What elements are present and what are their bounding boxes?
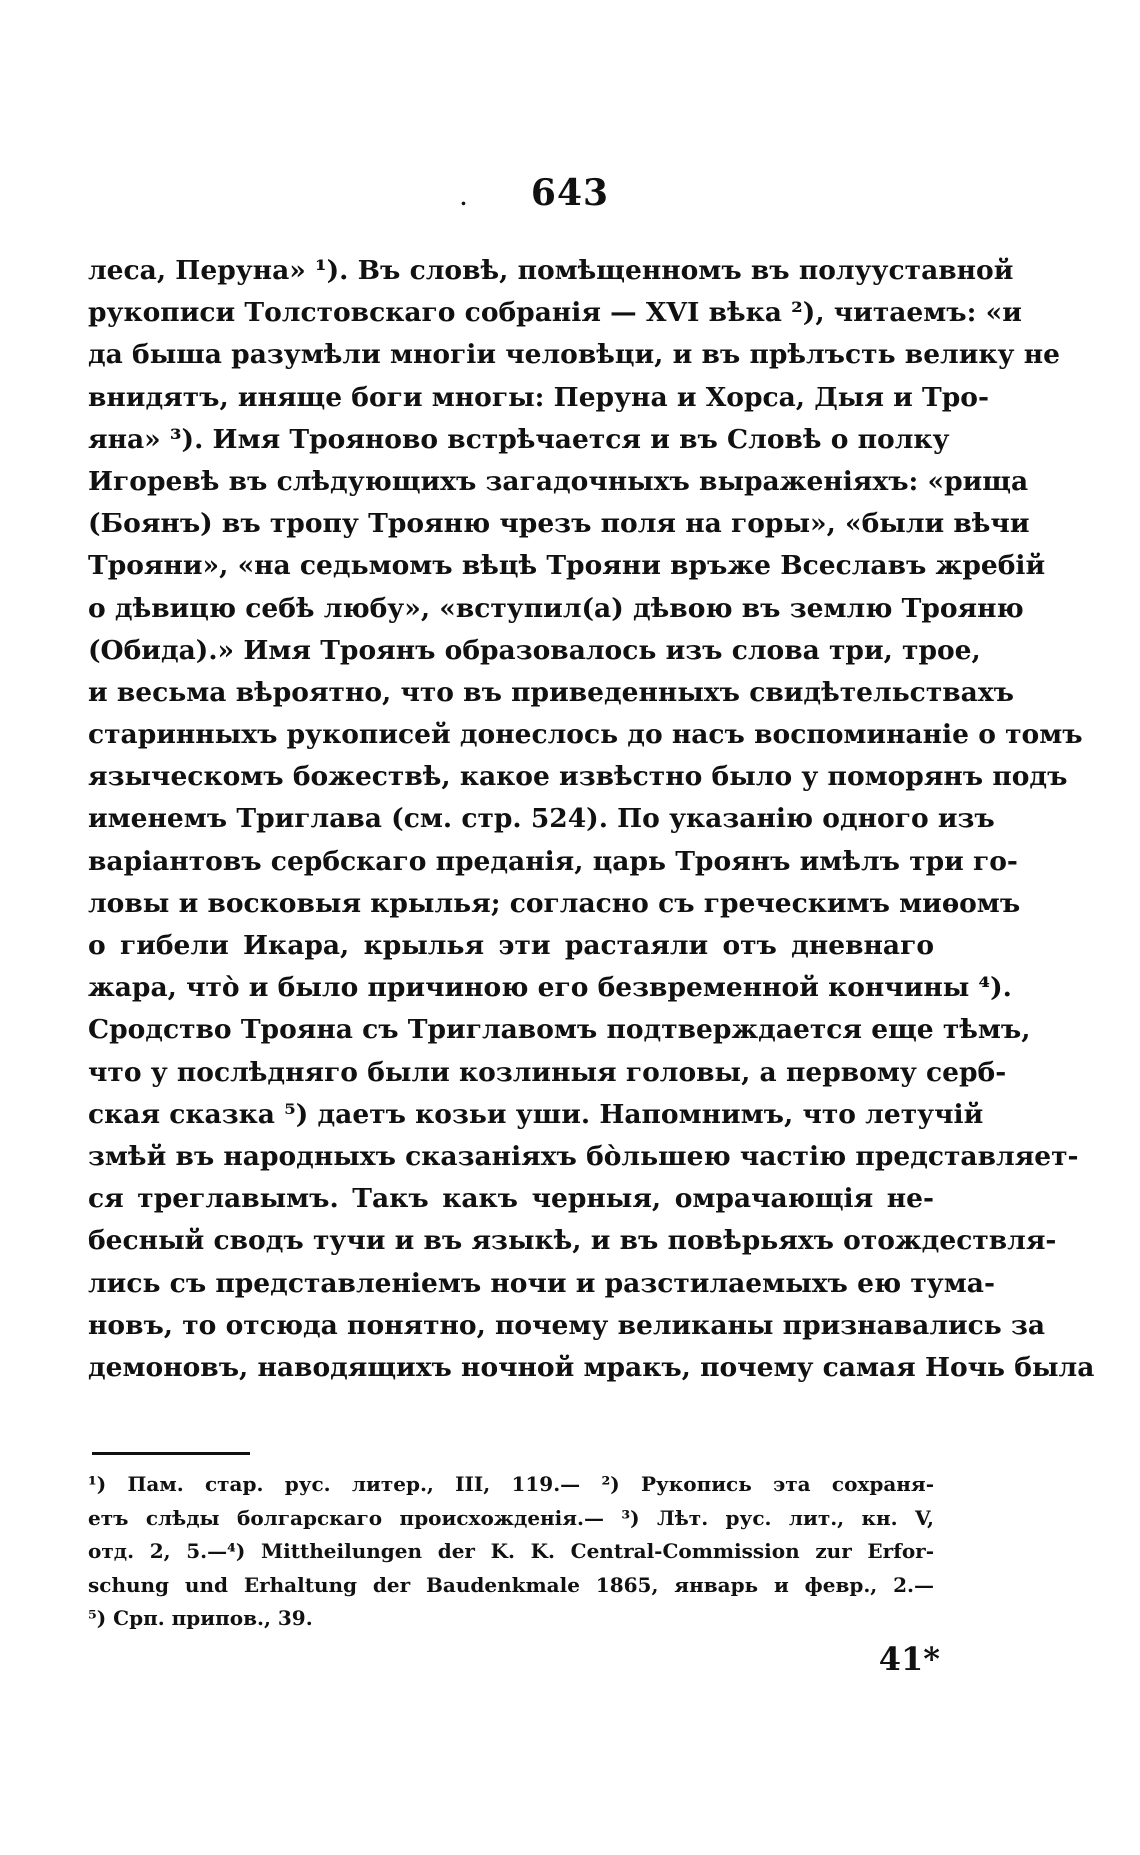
- footnotes: [88, 1468, 934, 1636]
- footnote-line: отд. 2, 5.—⁴) Mittheilungen der K. K. Central-Commission zur Erfor-: [88, 1539, 934, 1563]
- stray-dot: .: [460, 186, 468, 210]
- text-line: бесный сводъ тучи и въ языкѣ, и въ повѣрьяхъ отождествля-: [88, 1225, 1057, 1257]
- footnote-line: ⁵) Срп. припов., 39.: [88, 1606, 313, 1630]
- text-line: лись съ представленіемъ ночи и разстилаемыхъ ею тума-: [88, 1267, 995, 1299]
- text-line: старинныхъ рукописей донеслось до насъ воспоминаніе о томъ: [88, 719, 1083, 751]
- text-line: языческомъ божествѣ, какое извѣстно было у поморянъ подъ: [88, 761, 1068, 793]
- footnote-divider: [92, 1452, 250, 1455]
- page-number: [0, 172, 1140, 214]
- text-line: Трояни», «на седьмомъ вѣцѣ Трояни връже Всеславъ жребій: [88, 550, 1046, 582]
- text-line: жара, что̀ и было причиною его безвременной кончины ⁴).: [88, 972, 1012, 1004]
- text-line: новъ, то отсюда понятно, почему великаны признавались за: [88, 1309, 1046, 1341]
- text-line: ловы и восковыя крылья; согласно съ греческимъ миѳомъ: [88, 887, 1021, 919]
- text-line: и весьма вѣроятно, что въ приведенныхъ свидѣтельствахъ: [88, 676, 1014, 708]
- footnote-line: етъ слѣды болгарскаго происхожденія.— ³) Лѣт. рус. лит., кн. V,: [88, 1505, 934, 1530]
- text-line: что у послѣдняго были козлиныя головы, а первому серб-: [88, 1056, 1007, 1088]
- text-line: варіантовъ сербскаго преданія, царь Троянъ имѣлъ три го-: [88, 845, 1018, 877]
- text-line: о дѣвицю себѣ любу», «вступил(а) дѣвою въ землю Трояню: [88, 592, 1024, 624]
- text-line: рукописи Толстовскаго собранія — XVI вѣка ²), читаемъ: «и: [88, 297, 1022, 329]
- text-line: леса, Перуна» ¹). Въ словѣ, помѣщенномъ въ полууставной: [88, 255, 1014, 286]
- text-line: да быша разумѣли многіи человѣци, и въ прѣлъсть велику не: [88, 339, 1060, 371]
- text-line: змѣй въ народныхъ сказаніяхъ бо̀льшею частію представляет-: [88, 1140, 1079, 1172]
- page-number-text: 643: [530, 172, 610, 214]
- text-line: (Обида).» Имя Троянъ образовалось изъ слова три, трое,: [88, 634, 981, 666]
- text-line: Игоревѣ въ слѣдующихъ загадочныхъ выраженіяхъ: «рища: [88, 465, 1029, 497]
- text-line: яна» ³). Имя Трояново встрѣчается и въ Словѣ о полку: [88, 423, 950, 455]
- text-line: демоновъ, наводящихъ ночной мракъ, почему самая Ночь была: [88, 1351, 1095, 1383]
- text-line: ская сказка ⁵) даетъ козьи уши. Напомнимъ, что летучій: [88, 1098, 984, 1130]
- text-line: ся треглавымъ. Такъ какъ черныя, омрачающія не-: [88, 1183, 934, 1215]
- footnote-line: ¹) Пам. стар. рус. литер., III, 119.— ²) Рукопись эта сохраня-: [88, 1472, 934, 1496]
- signature-mark: 41*: [878, 1640, 940, 1678]
- text-line: Сродство Трояна съ Триглавомъ подтверждается еще тѣмъ,: [88, 1014, 1031, 1046]
- text-line: именемъ Триглава (см. стр. 524). По указанію одного изъ: [88, 803, 995, 835]
- main-text: [88, 250, 1095, 1389]
- text-line: (Боянъ) въ тропу Трояню чрезъ поля на горы», «были вѣчи: [88, 508, 1030, 540]
- text-line: внидятъ, иняще боги многы: Перуна и Хорса, Дыя и Тро-: [88, 381, 989, 413]
- footnote-line: schung und Erhaltung der Baudenkmale 1865, январь и февр., 2.—: [88, 1572, 934, 1597]
- text-line: о гибели Икара, крылья эти растаяли отъ дневнаго: [88, 930, 934, 961]
